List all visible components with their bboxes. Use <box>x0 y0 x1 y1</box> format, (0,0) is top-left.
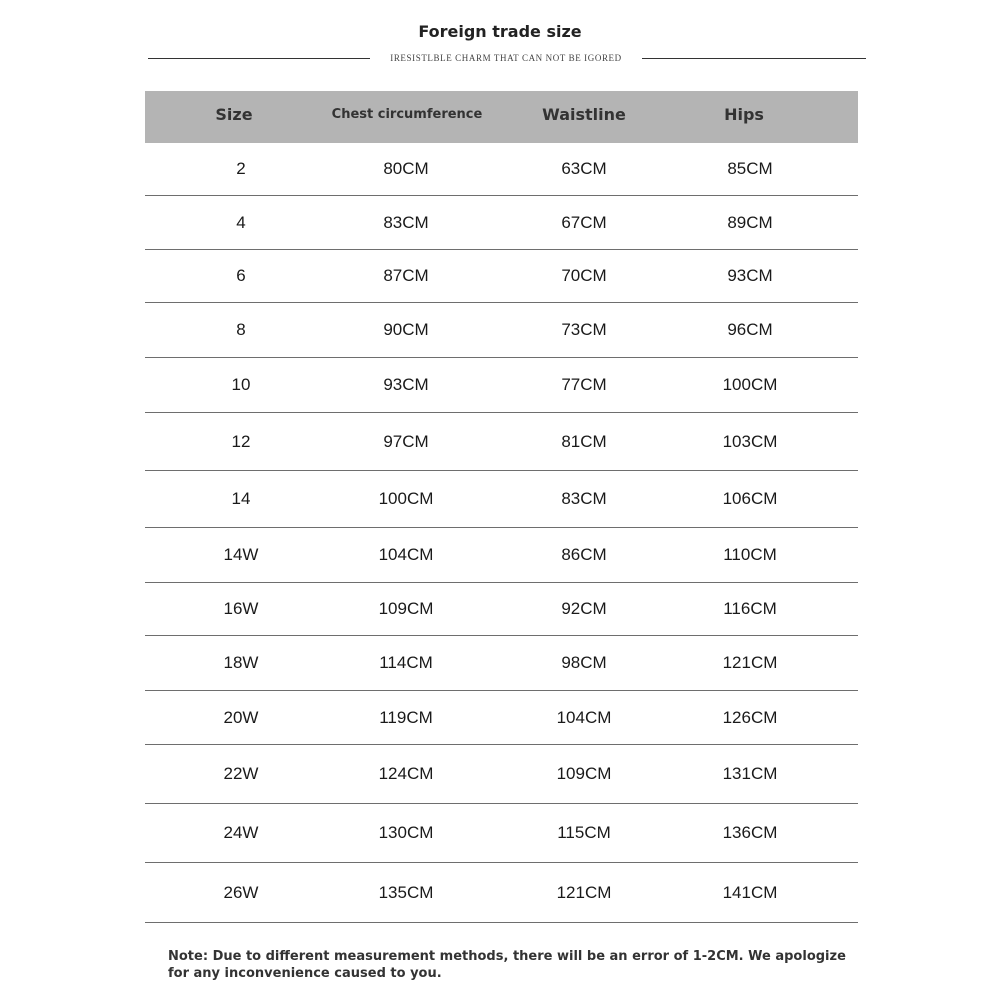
cell-hips: 141CM <box>722 882 778 902</box>
table-body <box>145 143 858 923</box>
cell-size: 20W <box>223 707 259 727</box>
cell-waist: 109CM <box>556 764 612 783</box>
table-row <box>145 583 858 636</box>
cell-size: 22W <box>223 764 259 783</box>
cell-hips: 106CM <box>722 489 778 508</box>
cell-size: 6 <box>236 266 246 285</box>
divider-line-left <box>148 58 370 59</box>
cell-hips: 131CM <box>722 764 778 783</box>
cell-chest: 87CM <box>383 266 429 285</box>
cell-size: 16W <box>223 599 259 618</box>
cell-waist: 98CM <box>561 653 607 672</box>
cell-waist: 77CM <box>561 375 607 394</box>
cell-waist: 121CM <box>556 882 612 902</box>
table-row <box>145 143 858 196</box>
cell-waist: 86CM <box>561 545 607 564</box>
table-row <box>145 358 858 413</box>
cell-hips: 89CM <box>727 212 773 232</box>
cell-waist: 70CM <box>561 266 607 285</box>
cell-hips: 116CM <box>723 599 777 618</box>
table-row <box>145 413 858 471</box>
cell-size: 14 <box>231 489 251 508</box>
cell-hips: 85CM <box>727 159 773 178</box>
cell-hips: 110CM <box>723 545 777 564</box>
cell-waist: 104CM <box>556 707 612 727</box>
table-row <box>145 863 858 923</box>
cell-size: 26W <box>223 882 259 902</box>
page-title: Foreign trade size <box>418 22 582 41</box>
table-row <box>145 745 858 804</box>
cell-waist: 73CM <box>561 320 607 339</box>
size-table <box>145 91 858 923</box>
cell-chest: 90CM <box>383 320 429 339</box>
cell-size: 18W <box>223 653 259 672</box>
cell-chest: 119CM <box>379 707 433 727</box>
cell-waist: 83CM <box>561 489 607 508</box>
cell-waist: 67CM <box>561 212 607 232</box>
cell-chest: 93CM <box>383 375 429 394</box>
subtitle: IRESISTLBLE CHARM THAT CAN NOT BE IGORED <box>390 53 622 63</box>
table-header <box>145 91 858 143</box>
cell-chest: 124CM <box>378 764 434 783</box>
cell-size: 10 <box>231 375 251 394</box>
subtitle-divider <box>148 52 866 66</box>
cell-size: 12 <box>231 431 251 451</box>
cell-size: 14W <box>223 545 259 564</box>
divider-line-right <box>642 58 866 59</box>
cell-size: 4 <box>236 212 246 232</box>
cell-size: 2 <box>236 159 246 178</box>
table-row <box>145 636 858 691</box>
cell-chest: 104CM <box>378 545 434 564</box>
table-row <box>145 303 858 358</box>
cell-hips: 93CM <box>727 266 773 285</box>
cell-chest: 83CM <box>383 212 429 232</box>
cell-hips: 103CM <box>722 431 778 451</box>
cell-chest: 97CM <box>383 431 429 451</box>
header-hips: Hips <box>724 105 764 124</box>
cell-waist: 63CM <box>561 159 607 178</box>
cell-size: 8 <box>236 320 246 339</box>
measurement-note: Note: Due to different measurement methods, there will be an error of 1-2CM. We apologize for any inconvenience caused to you. <box>168 949 846 981</box>
cell-waist: 92CM <box>561 599 607 618</box>
cell-hips: 126CM <box>722 707 778 727</box>
header-waist: Waistline <box>542 105 626 124</box>
cell-hips: 100CM <box>722 375 778 394</box>
table-row <box>145 196 858 250</box>
cell-waist: 115CM <box>557 823 611 842</box>
cell-chest: 135CM <box>378 882 434 902</box>
table-row <box>145 528 858 583</box>
cell-chest: 100CM <box>378 489 434 508</box>
cell-hips: 96CM <box>727 320 773 339</box>
table-row <box>145 691 858 745</box>
header-size: Size <box>215 105 253 124</box>
table-row <box>145 804 858 863</box>
cell-chest: 80CM <box>383 159 429 178</box>
cell-hips: 121CM <box>722 653 778 672</box>
cell-waist: 81CM <box>561 431 607 451</box>
header-chest: Chest circumference <box>331 107 483 122</box>
table-row <box>145 471 858 528</box>
cell-hips: 136CM <box>722 823 778 842</box>
cell-chest: 130CM <box>378 823 434 842</box>
cell-chest: 114CM <box>379 653 433 672</box>
table-row <box>145 250 858 303</box>
cell-chest: 109CM <box>378 599 434 618</box>
cell-size: 24W <box>223 823 259 842</box>
